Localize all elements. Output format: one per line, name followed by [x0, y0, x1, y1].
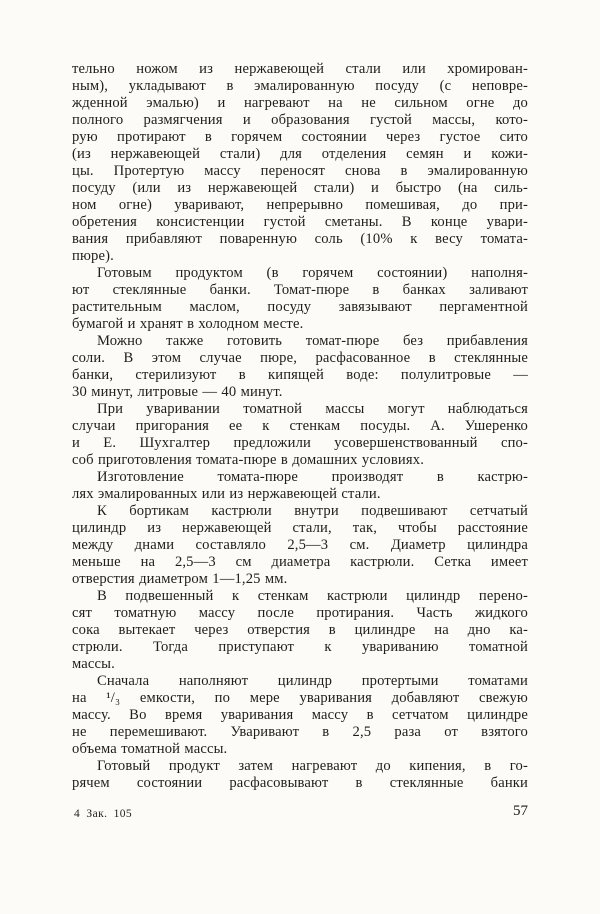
text-line: Готовым продуктом (в горячем состоянии) наполня-	[97, 265, 528, 281]
text-line: обретения консистенции густой сметаны. В конце увари-	[72, 214, 528, 230]
text-line: Готовый продукт затем нагревают до кипения, в го-	[97, 758, 528, 774]
text-line: и Е. Шухгалтер предложили усовершенствованный спо-	[72, 435, 528, 451]
text-line: цы. Протертую массу переносят снова в эмалированную	[72, 163, 528, 179]
text-line: ют стеклянные банки. Томат-пюре в банках заливают	[72, 282, 528, 298]
text-line: пюре).	[72, 248, 114, 264]
text-line: между днами составляло 2,5—3 см. Диаметр цилиндра	[72, 537, 528, 553]
text-line: банки, стерилизуют в кипящей воде: полулитровые —	[72, 367, 528, 383]
text-line: Можно также готовить томат-пюре без прибавления	[97, 333, 528, 349]
text-line: случаи пригорания ее к стенкам посуды. А. Ушеренко	[72, 418, 528, 434]
text-line: сят томатную массу после протирания. Часть жидкого	[72, 605, 528, 621]
text-line: ным), укладывают в эмалированную посуду (с неповре-	[72, 78, 528, 94]
text-line: тельно ножом из нержавеющей стали или хромирован-	[72, 61, 528, 77]
text-line: стрюли. Тогда приступают к увариванию томатной	[72, 639, 528, 655]
text-line: рую протирают в горячем состоянии через густое сито	[72, 129, 528, 145]
text-line: ном огне) уваривают, непрерывно помешивая, до при-	[72, 197, 528, 213]
text-line: (из нержавеющей стали) для отделения семян и кожи-	[72, 146, 528, 162]
text-line: полного размягчения и образования густой массы, кото-	[72, 112, 528, 128]
text-line: лях эмалированных или из нержавеющей стали.	[72, 486, 381, 502]
text-line: не перемешивают. Уваривают в 2,5 раза от взятого	[72, 724, 528, 740]
text-line: меньше на 2,5—3 см диаметра кастрюли. Сетка имеет	[72, 554, 528, 570]
text-line: массы.	[72, 656, 115, 672]
text-line: сока вытекает через отверстия в цилиндре на дно ка-	[72, 622, 528, 638]
text-line: 30 минут, литровые — 40 минут.	[72, 384, 283, 400]
page-number: 57	[513, 803, 528, 819]
text-line: В подвешенный к стенкам кастрюли цилиндр перено-	[97, 588, 528, 604]
text-line: Сначала наполняют цилиндр протертыми томатами	[97, 673, 528, 689]
text-line: массу. Во время уваривания массу в сетчатом цилиндре	[72, 707, 528, 723]
text-line: бумагой и хранят в холодном месте.	[72, 316, 304, 332]
text-line: цилиндр из нержавеющей стали, так, чтобы расстояние	[72, 520, 528, 536]
text-block	[72, 61, 528, 792]
text-line: К бортикам кастрюли внутри подвешивают сетчатый	[97, 503, 528, 519]
text-line: Изготовление томата-пюре производят в кастрю-	[97, 469, 528, 485]
text-line: соли. В этом случае пюре, расфасованное в стеклянные	[72, 350, 528, 366]
text-line: посуду (или из нержавеющей стали) и быстро (на силь-	[72, 180, 528, 196]
text-line: объема томатной массы.	[72, 741, 228, 757]
text-line: вания прибавляют поваренную соль (10% к весу томата-	[72, 231, 528, 247]
text-line: рячем состоянии расфасовывают в стеклянные банки	[72, 775, 528, 791]
footer-print-signature: 4 Зак. 105	[74, 808, 133, 820]
text-line: При уваривании томатной массы могут наблюдаться	[97, 401, 528, 417]
text-line: жденной эмалью) и нагревают на не сильном огне до	[72, 95, 528, 111]
text-line: соб приготовления томата-пюре в домашних условиях.	[72, 452, 424, 468]
text-line: отверстия диаметром 1—1,25 мм.	[72, 571, 288, 587]
text-line: растительным маслом, посуду завязывают пергаментной	[72, 299, 528, 315]
text-line: на ¹/₃ емкости, по мере уваривания добавляют свежую	[72, 690, 528, 706]
